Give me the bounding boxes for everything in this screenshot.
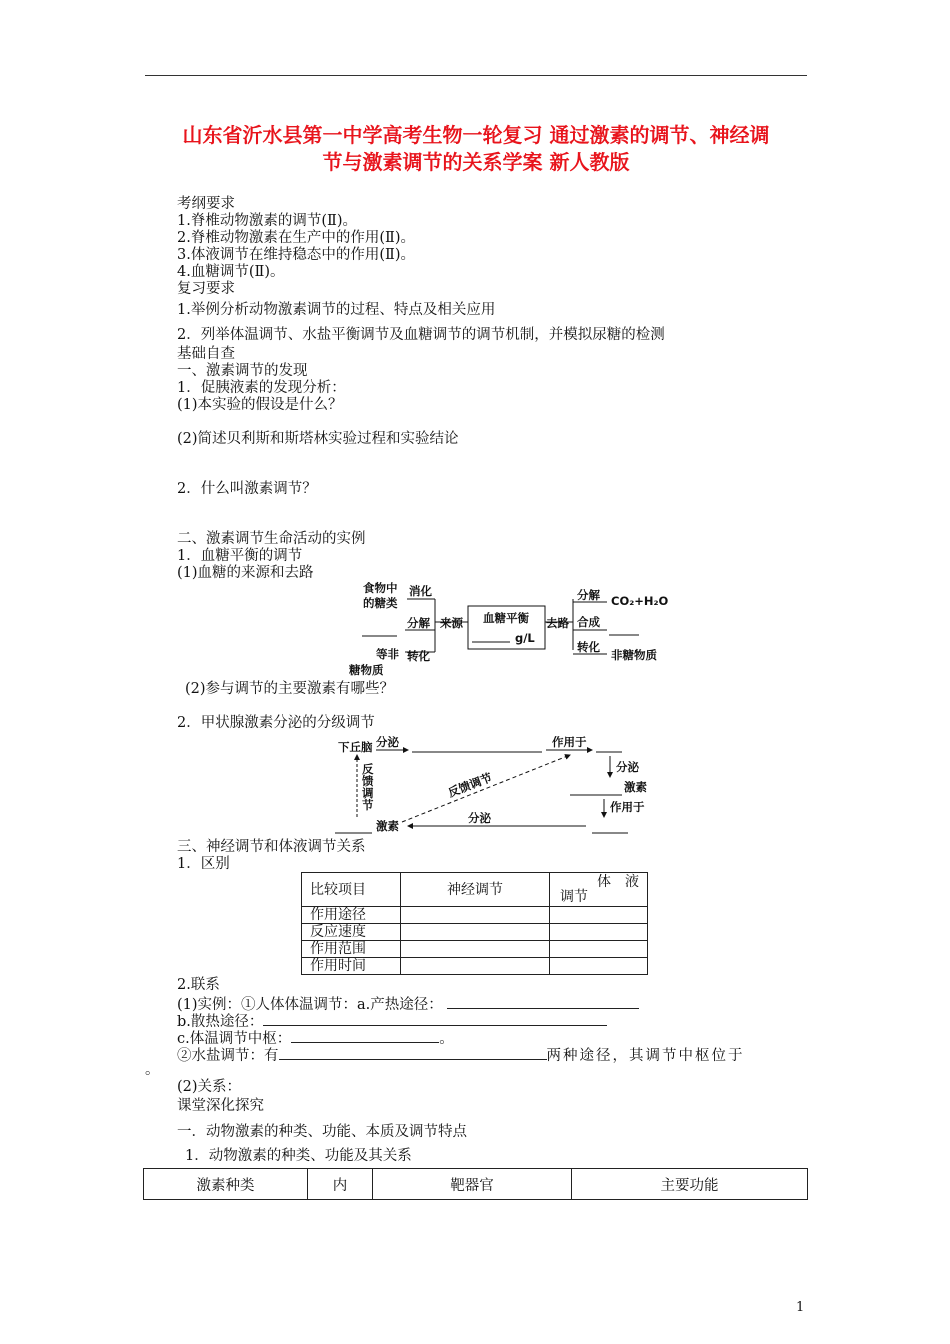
horm-header-inner: 内 — [308, 1169, 373, 1200]
cmp-cell — [401, 907, 550, 924]
td-acts-on-2: 作用于 — [610, 800, 645, 814]
header-rule — [145, 75, 807, 76]
blank-thermo-center — [291, 1028, 439, 1043]
s3-example-a-text: (1)实例：①人体体温调节：a.产热途径： — [177, 997, 443, 1013]
gd-food-1: 食物中 — [363, 581, 398, 595]
td-feedback-diag: 反馈调节 — [446, 770, 495, 800]
gd-nonsugar-right: 非糖物质 — [611, 648, 657, 662]
s3-relation: (2)关系： — [177, 1079, 242, 1095]
gd-convert: 转化 — [407, 649, 430, 663]
gd-digest: 消化 — [409, 584, 432, 598]
gd-nonsugar-1: 等非 — [376, 647, 399, 661]
cmp-header-neural: 神经调节 — [401, 873, 550, 907]
hormone-table — [143, 1168, 808, 1200]
s3-question-1: 1．区别 — [177, 856, 230, 872]
page-number: 1 — [796, 1300, 805, 1315]
horm-header-type: 激素种类 — [144, 1169, 308, 1200]
glucose-diagram — [349, 578, 675, 678]
syllabus-item-1: 1.脊椎动物激素的调节(Ⅱ)。 — [177, 213, 358, 229]
cmp-cell — [401, 941, 550, 958]
deep-sub-1: 1．动物激素的种类、功能及其关系 — [185, 1148, 412, 1164]
gd-source: 来源 — [440, 616, 463, 630]
s3-example-b-text: b.散热途径： — [177, 1014, 264, 1030]
gd-out-decompose: 分解 — [577, 588, 600, 602]
cmp-cell — [550, 941, 648, 958]
question-1a: (1)本实验的假设是什么？ — [177, 397, 343, 413]
s2-question-1b: (2)参与调节的主要激素有哪些？ — [185, 681, 395, 697]
syllabus-heading: 考纲要求 — [177, 196, 235, 212]
s3-question-2: 2.联系 — [177, 977, 220, 993]
td-secrete-3: 分泌 — [468, 811, 491, 825]
blank-water-salt — [279, 1045, 547, 1060]
blank-heat-production — [447, 994, 639, 1009]
question-1: 1．促胰液素的发现分析： — [177, 380, 346, 396]
s2-question-1a: (1)血糖的来源和去路 — [177, 565, 314, 581]
cmp-cell — [550, 907, 648, 924]
gd-nonsugar-2: 糖物质 — [349, 663, 384, 677]
document-title — [145, 122, 807, 176]
td-secrete-1: 分泌 — [376, 735, 399, 749]
s3-example-d-end: 。 — [145, 1062, 160, 1078]
review-item-1: 1.举例分析动物激素调节的过程、特点及相关应用 — [177, 302, 496, 318]
cmp-header-humoral-2: 调节 — [560, 888, 588, 905]
title-line-1: 山东省沂水县第一中学高考生物一轮复习 通过激素的调节、神经调 — [182, 123, 770, 147]
gd-unit: g/L — [515, 631, 535, 645]
cmp-cell — [550, 958, 648, 975]
cmp-row-label: 作用途径 — [302, 907, 401, 924]
s3-example-d — [177, 1045, 745, 1065]
deep-heading: 课堂深化探究 — [177, 1098, 264, 1114]
td-fv-3: 调 — [362, 786, 374, 800]
cmp-header-item: 比较项目 — [302, 873, 401, 907]
cmp-row-label: 作用时间 — [302, 958, 401, 975]
gd-co2h2o: CO₂+H₂O — [611, 594, 669, 608]
s3-example-c-end: 。 — [439, 1031, 454, 1047]
deep-section-1: 一．动物激素的种类、功能、本质及调节特点 — [177, 1124, 467, 1140]
section-2-heading: 二、激素调节生命活动的实例 — [177, 531, 366, 547]
question-2: 2．什么叫激素调节？ — [177, 481, 317, 497]
cmp-cell — [550, 924, 648, 941]
section-3-heading: 三、神经调节和体液调节关系 — [177, 839, 366, 855]
cmp-cell — [401, 924, 550, 941]
td-hormone-left: 激素 — [376, 819, 399, 833]
syllabus-item-3: 3.体液调节在维持稳态中的作用(Ⅱ)。 — [177, 247, 416, 263]
gd-sink: 去路 — [546, 616, 569, 630]
td-fv-4: 节 — [362, 798, 374, 812]
thyroid-diagram — [330, 733, 670, 838]
title-line-2: 节与激素调节的关系学案 新人教版 — [322, 150, 630, 174]
td-hormone-right: 激素 — [624, 780, 647, 794]
s2-question-1: 1．血糖平衡的调节 — [177, 548, 303, 564]
td-fv-1: 反 — [362, 762, 374, 776]
td-acts-on-1: 作用于 — [552, 735, 587, 749]
s3-example-d-text2: 两种途径，其调节中枢位于 — [546, 1048, 745, 1064]
cmp-cell — [401, 958, 550, 975]
basics-heading: 基础自查 — [177, 346, 235, 362]
s3-example-c-text: c.体温调节中枢： — [177, 1031, 292, 1047]
cmp-row-label: 反应速度 — [302, 924, 401, 941]
gd-balance: 血糖平衡 — [483, 611, 529, 625]
horm-header-target: 靶器官 — [373, 1169, 572, 1200]
s2-question-2: 2．甲状腺激素分泌的分级调节 — [177, 715, 375, 731]
cmp-header-humoral — [550, 873, 648, 907]
blank-heat-dissipation — [263, 1011, 607, 1026]
gd-food-2: 的糖类 — [363, 596, 398, 610]
cmp-row-label: 作用范围 — [302, 941, 401, 958]
gd-out-synth: 合成 — [577, 615, 600, 629]
syllabus-item-2: 2.脊椎动物激素在生产中的作用(Ⅱ)。 — [177, 230, 416, 246]
gd-decompose: 分解 — [407, 616, 430, 630]
td-hypothalamus: 下丘脑 — [338, 740, 373, 754]
gd-out-convert: 转化 — [577, 640, 600, 654]
horm-header-function: 主要功能 — [572, 1169, 808, 1200]
td-fv-2: 馈 — [362, 774, 374, 788]
comparison-table — [301, 872, 648, 975]
question-1b: (2)简述贝利斯和斯塔林实验过程和实验结论 — [177, 431, 459, 447]
syllabus-item-4: 4.血糖调节(Ⅱ)。 — [177, 264, 285, 280]
review-item-2: 2．列举体温调节、水盐平衡调节及血糖调节的调节机制，并模拟尿糖的检测 — [177, 327, 665, 343]
cmp-header-humoral-1: 体 液 — [597, 873, 639, 890]
review-heading: 复习要求 — [177, 281, 235, 297]
s3-example-d-text1: ②水盐调节：有 — [177, 1048, 279, 1064]
section-1-heading: 一、激素调节的发现 — [177, 363, 308, 379]
td-secrete-2: 分泌 — [616, 760, 639, 774]
